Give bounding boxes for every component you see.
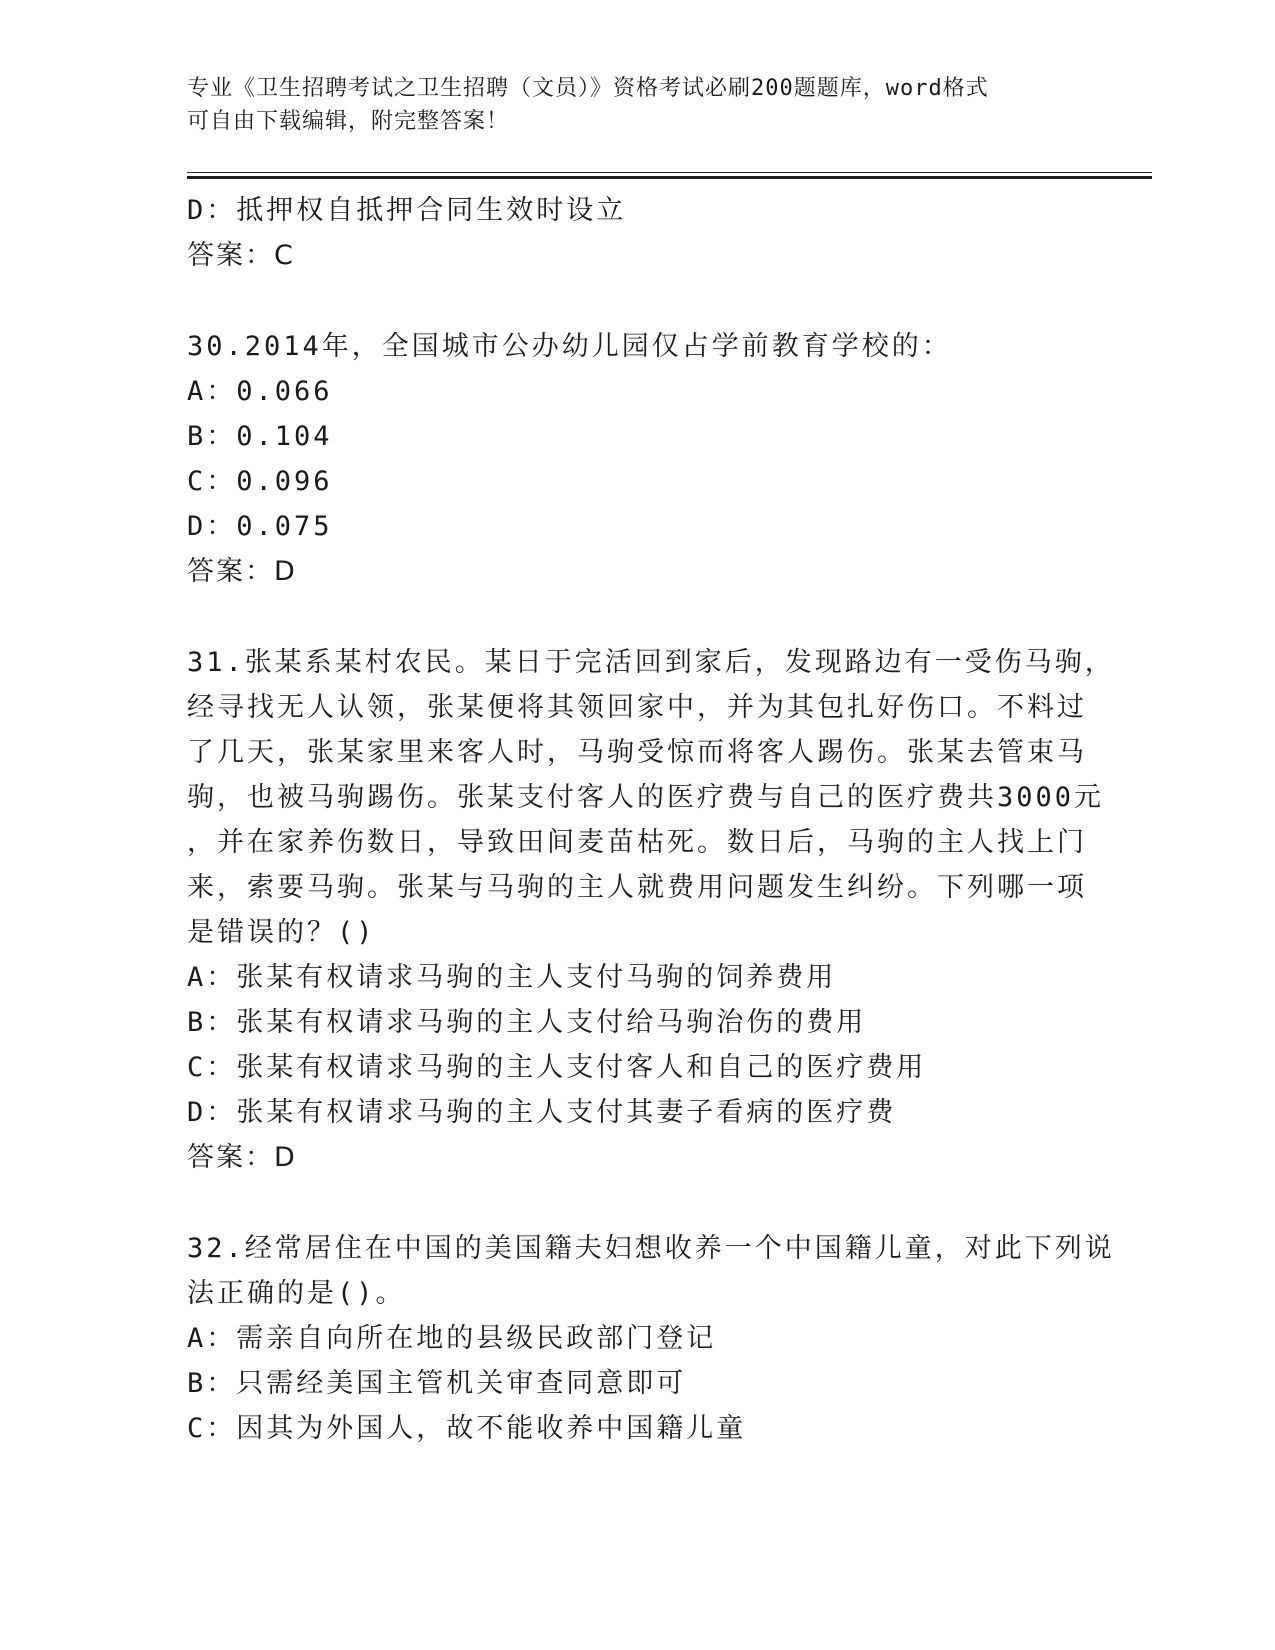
header-rule-thick [187,176,1152,179]
question-31-stem-line-6: 来，索要马驹。张某与马驹的主人就费用问题发生纠纷。下列哪一项 [187,872,1087,903]
question-30-option-d: D：0.075 [187,511,333,542]
prev-option-d: D：抵押权自抵押合同生效时设立 [187,195,627,226]
question-31 [187,640,1115,1180]
question-31-option-b: B：张某有权请求马驹的主人支付给马驹治伤的费用 [187,1007,867,1038]
spacer [187,278,1087,324]
spacer [187,594,1087,640]
question-31-stem-line-7: 是错误的？() [187,917,376,948]
question-32-option-c: C：因其为外国人，故不能收养中国籍儿童 [187,1413,747,1444]
question-31-option-c: C：张某有权请求马驹的主人支付客人和自己的医疗费用 [187,1052,927,1083]
question-31-stem-line-5: ，并在家养伤数日，导致田间麦苗枯死。数日后，马驹的主人找上门 [187,827,1087,858]
question-31-option-a: A：张某有权请求马驹的主人支付马驹的饲养费用 [187,962,837,993]
header-rule-thin [187,172,1152,173]
document-header [187,72,1087,138]
question-30-option-c: C：0.096 [187,466,333,497]
prev-answer: 答案：C [187,240,295,271]
question-32 [187,1226,1115,1451]
question-31-stem-line-4: 驹，也被马驹踢伤。张某支付客人的医疗费与自己的医疗费共3000元 [187,782,1105,813]
question-31-stem-line-3: 了几天，张某家里来客人时，马驹受惊而将客人踢伤。张某去管束马 [187,737,1087,768]
question-30-option-a: A：0.066 [187,376,333,407]
question-32-stem-line-1: 32.经常居住在中国的美国籍夫妇想收养一个中国籍儿童，对此下列说 [187,1233,1115,1264]
question-30-answer: 答案：D [187,556,297,587]
question-30-stem-line-1: 30.2014年，全国城市公办幼儿园仅占学前教育学校的： [187,331,952,362]
question-31-option-d: D：张某有权请求马驹的主人支付其妻子看病的医疗费 [187,1097,897,1128]
question-30-option-b: B：0.104 [187,421,333,452]
question-32-option-a: A：需亲自向所在地的县级民政部门登记 [187,1323,717,1354]
header-line-2: 可自由下载编辑，附完整答案！ [187,109,510,134]
document-body [187,188,1115,1451]
question-32-stem-line-2: 法正确的是()。 [187,1278,406,1309]
question-31-stem-line-1: 31.张某系某村农民。某日于完活回到家后，发现路边有一受伤马驹， [187,647,1115,678]
question-31-stem-line-2: 经寻找无人认领，张某便将其领回家中，并为其包扎好伤口。不料过 [187,692,1087,723]
question-31-answer: 答案：D [187,1142,297,1173]
question-30 [187,324,1087,594]
question-32-option-b: B：只需经美国主管机关审查同意即可 [187,1368,687,1399]
spacer [187,1180,1087,1226]
header-line-1: 专业《卫生招聘考试之卫生招聘（文员）》资格考试必刷200题题库，word格式 [187,76,989,101]
